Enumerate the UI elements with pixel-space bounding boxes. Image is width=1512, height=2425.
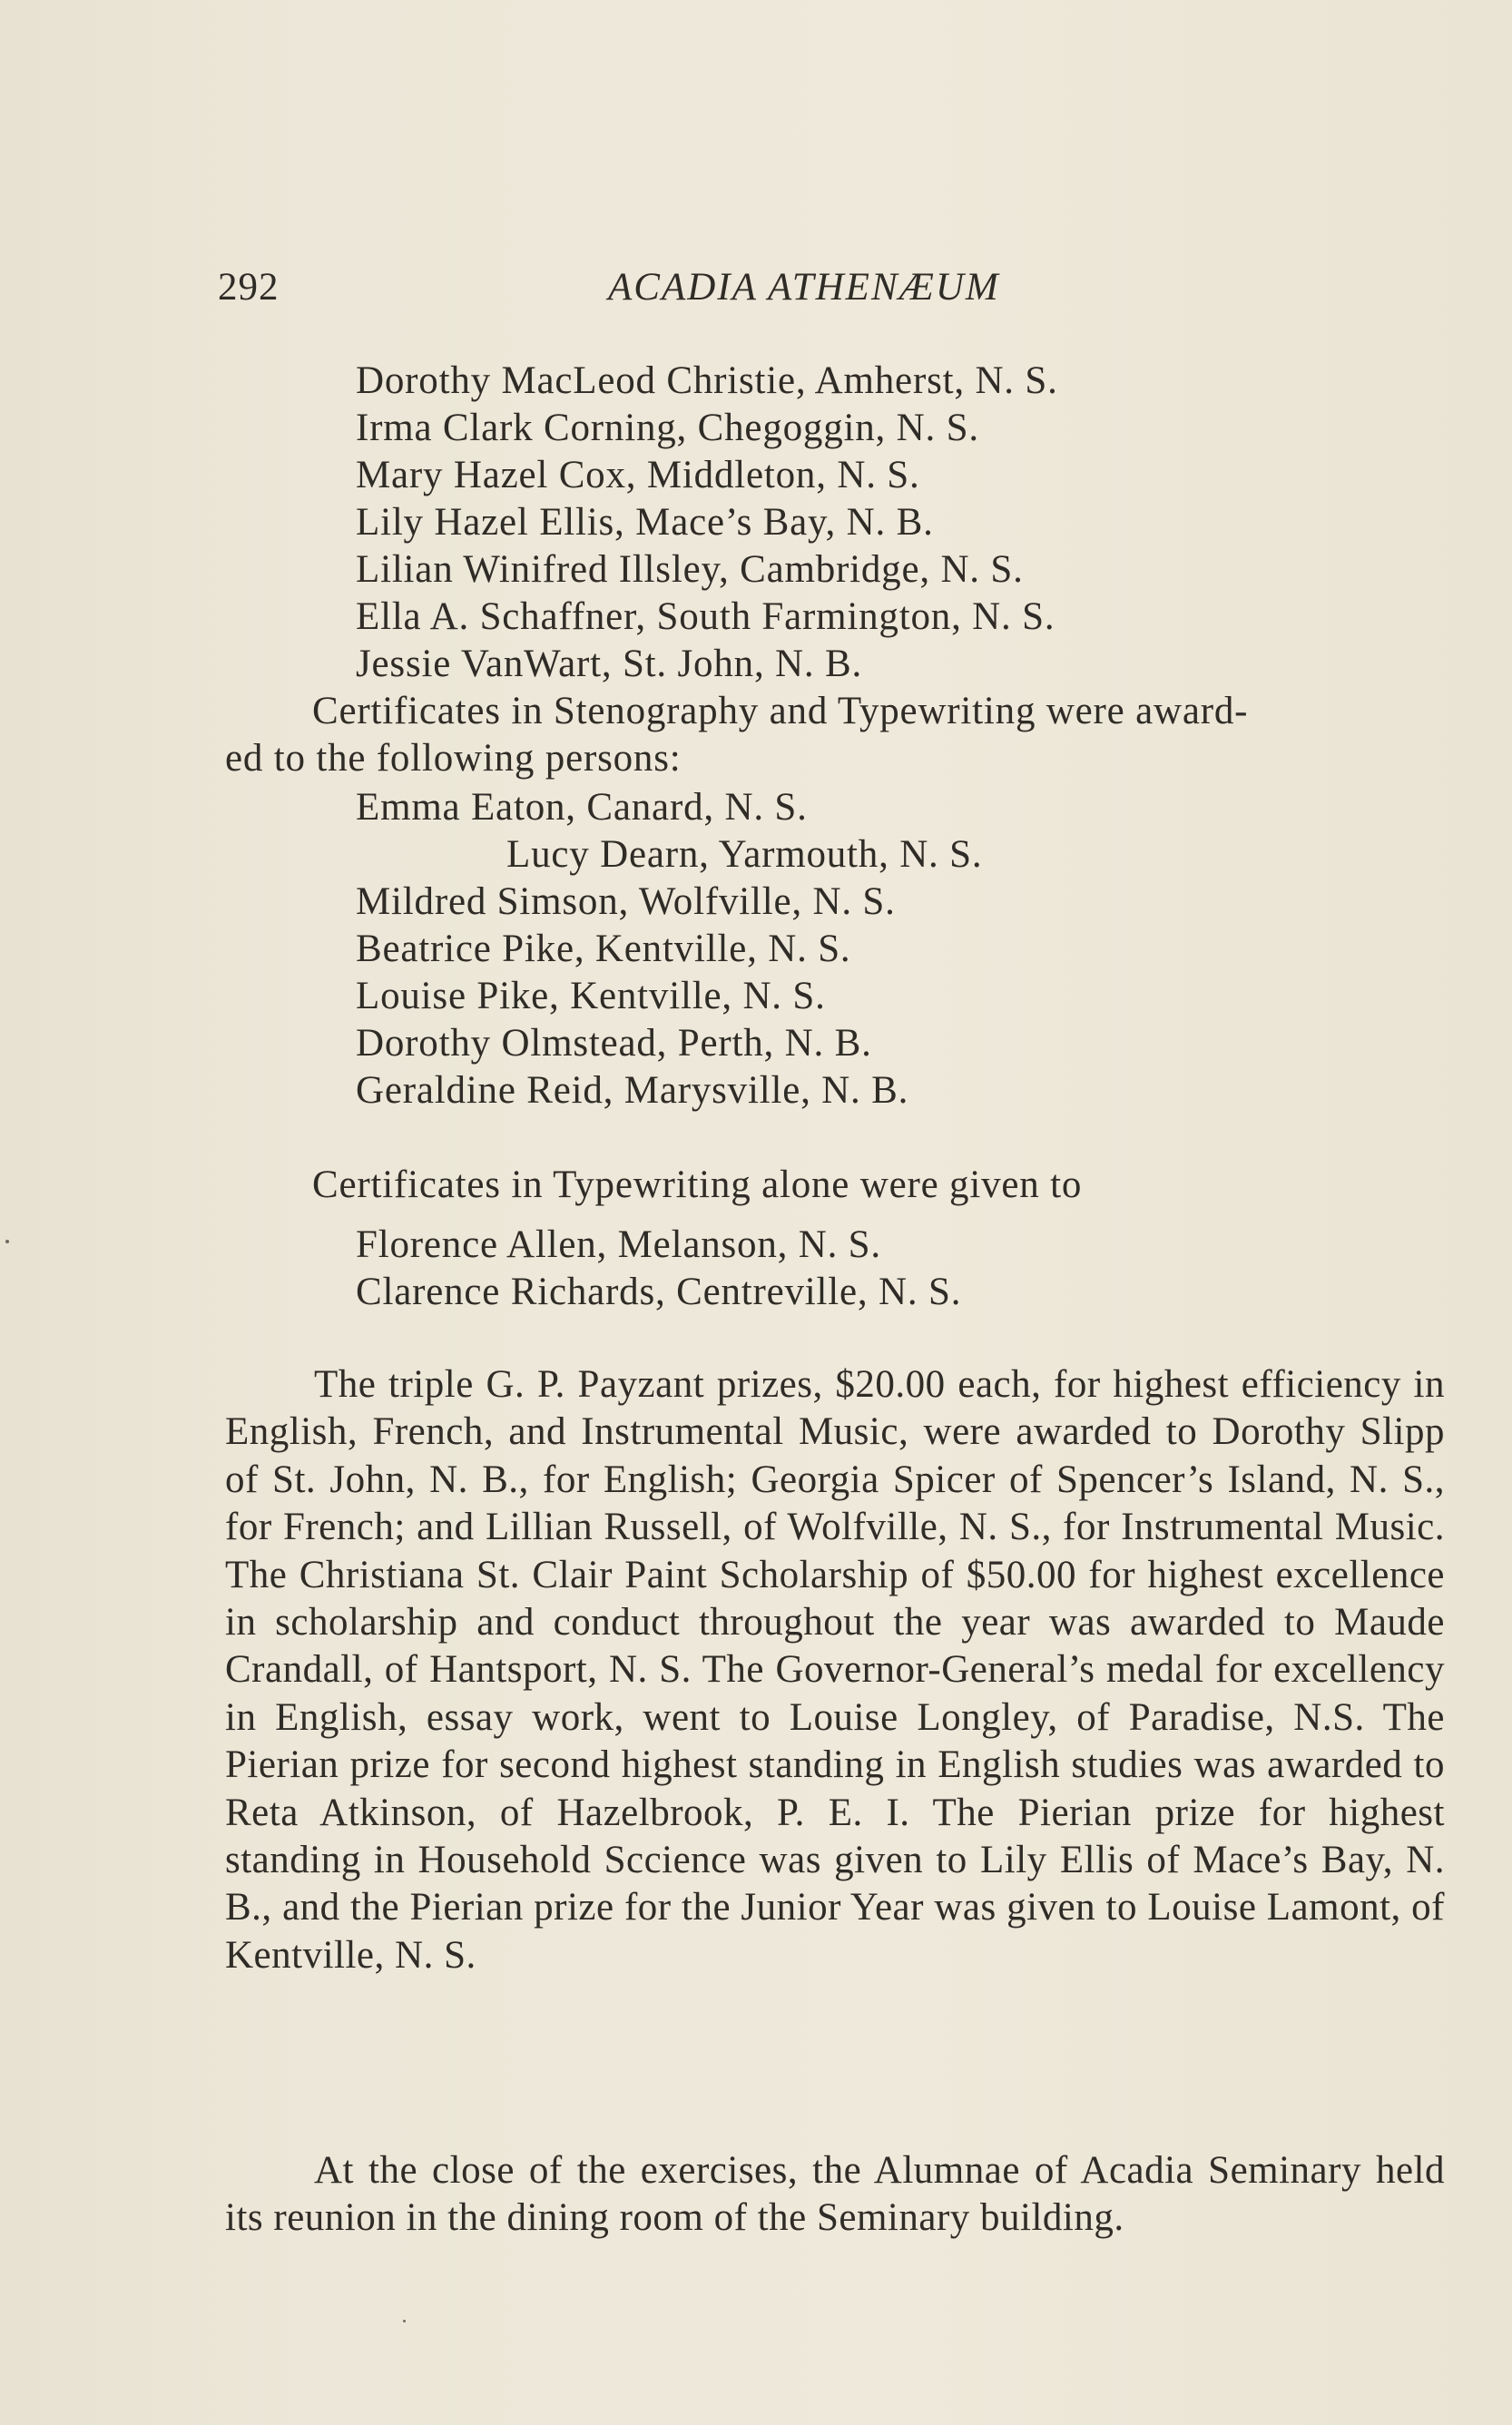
- list-item: Beatrice Pike, Kentville, N. S.: [356, 928, 851, 970]
- list-item: Lily Hazel Ellis, Mace’s Bay, N. B.: [356, 501, 934, 544]
- list-item: Emma Eaton, Canard, N. S.: [356, 786, 808, 829]
- closing-paragraph-text: At the close of the exercises, the Alumnae of Acadia Seminary held its reunion in the dining room of the Seminary building.: [225, 2149, 1445, 2240]
- list-item: Jessie VanWart, St. John, N. B.: [356, 643, 863, 685]
- page-number: 292: [218, 266, 280, 309]
- list-item: Louise Pike, Kentville, N. S.: [356, 975, 826, 1017]
- list-item: Clarence Richards, Centreville, N. S.: [356, 1271, 962, 1313]
- list-item: Lucy Dearn, Yarmouth, N. S.: [506, 833, 983, 876]
- list-item: Ella A. Schaffner, South Farmington, N. S.: [356, 595, 1055, 638]
- typewriting-intro: Certificates in Typewriting alone were given to: [312, 1163, 1083, 1206]
- closing-paragraph: [225, 2147, 1445, 2243]
- stenography-intro-line-1: Certificates in Stenography and Typewriting were award-: [312, 690, 1249, 732]
- list-item: Mildred Simson, Wolfville, N. S.: [356, 880, 896, 923]
- print-speck: [403, 2320, 406, 2322]
- list-item: Florence Allen, Melanson, N. S.: [356, 1223, 881, 1266]
- stenography-intro-line-2: ed to the following persons:: [225, 737, 682, 780]
- list-item: Irma Clark Corning, Chegoggin, N. S.: [356, 407, 979, 449]
- list-item: Lilian Winifred Illsley, Cambridge, N. S.: [356, 548, 1024, 591]
- prizes-paragraph-text: The triple G. P. Payzant prizes, $20.00 each, for highest efficiency in English, French, and Instrumental Music, were awarded to Dorothy Slipp of St. John, N. B., for English; Georgia Spicer of Spencer’s Island, N. S., for French; and Lillian Russell, of Wolfville, N. S., for Instrumental Music. The Christiana St. Clair Paint Scholarship of $50.00 for highest excellence in scholarship and conduct throughout the year was awarded to Maude Crandall, of Hantsport, N. S. The Governor-General’s medal for excellency in English, essay work, went to Louise Longley, of Paradise, N.S. The Pierian prize for second highest standing in English studies was awarded to Reta Atkinson, of Hazelbrook, P. E. I. The Pierian prize for highest standing in Household Sccience was given to Lily Ellis of Mace’s Bay, N. B., and the Pierian prize for the Junior Year was given to Louise Lamont, of Kentville, N. S.: [225, 1363, 1445, 1977]
- running-head: ACADIA ATHENÆUM: [608, 266, 1000, 309]
- list-item: Dorothy Olmstead, Perth, N. B.: [356, 1022, 872, 1065]
- page-header: [218, 265, 1125, 319]
- list-item: Dorothy MacLeod Christie, Amherst, N. S.: [356, 359, 1058, 402]
- prizes-paragraph: [225, 1361, 1445, 1979]
- list-item: Mary Hazel Cox, Middleton, N. S.: [356, 454, 920, 496]
- list-item: Geraldine Reid, Marysville, N. B.: [356, 1069, 909, 1112]
- print-speck: [5, 1240, 9, 1243]
